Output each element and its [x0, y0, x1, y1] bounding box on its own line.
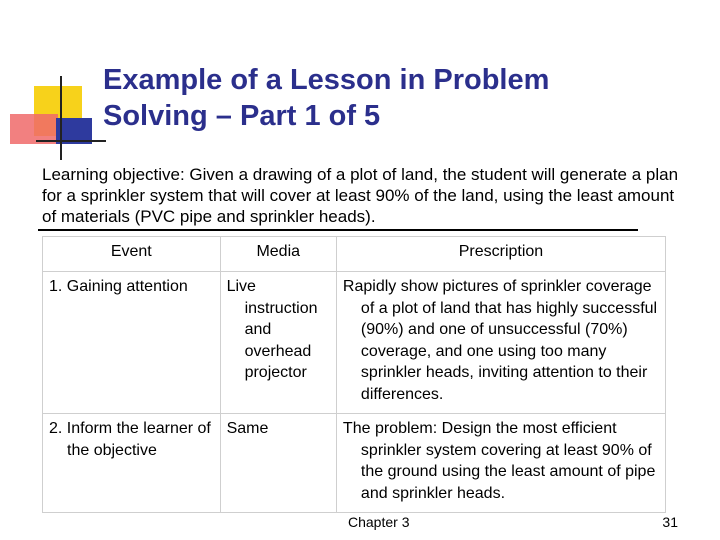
footer-page-number: 31 — [662, 514, 678, 530]
cell-prescription: Rapidly show pictures of sprinkler coverage of a plot of land that has highly successful (90%) and one of unsuccessful (70%) coverage, and one using too many sprinkler heads, inviting attention to their differences. — [336, 272, 665, 414]
header-event: Event — [43, 237, 221, 272]
cell-prescription: The problem: Design the most efficient sprinkler system covering at least 90% of the ground using the least amount of pipe and sprinkler heads. — [336, 414, 665, 513]
header-media: Media — [220, 237, 336, 272]
lesson-table — [42, 236, 666, 513]
cell-event: 1. Gaining attention — [43, 272, 221, 414]
cell-media: Same — [220, 414, 336, 513]
table-header-row — [43, 237, 666, 272]
slide-logo-icon — [0, 0, 110, 170]
logo-vertical-line — [60, 76, 62, 160]
logo-horizontal-line — [36, 140, 106, 142]
table-row — [43, 272, 666, 414]
header-prescription: Prescription — [336, 237, 665, 272]
title-line-1: Example of a Lesson in Problem — [103, 64, 550, 96]
slide-title — [103, 62, 703, 134]
cell-event: 2. Inform the learner of the objective — [43, 414, 221, 513]
cell-media: Live instruction and overhead projector — [220, 272, 336, 414]
learning-objective: Learning objective: Given a drawing of a plot of land, the student will generate a plan for a sprinkler system that will cover at least 90% of the land, using the least amount of materials (PVC pipe and sprinkler heads). — [42, 165, 679, 226]
objective-divider — [38, 229, 638, 231]
title-line-2: Solving – Part 1 of 5 — [103, 100, 381, 132]
table-row — [43, 414, 666, 513]
footer-chapter: Chapter 3 — [348, 514, 410, 530]
